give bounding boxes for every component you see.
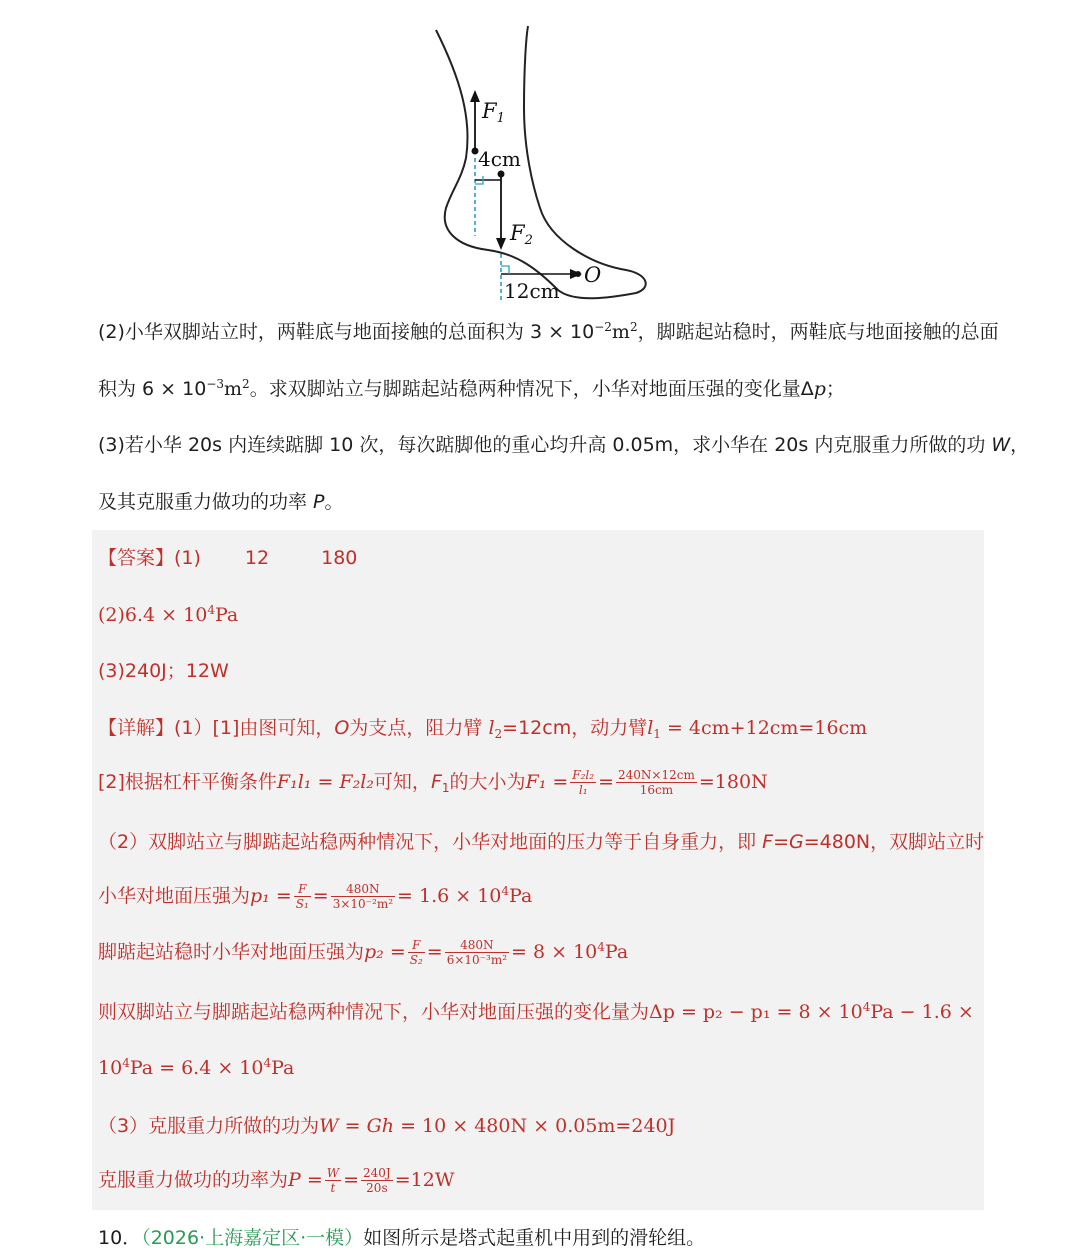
foot-lever-diagram xyxy=(400,8,680,308)
pivot-O xyxy=(575,271,581,277)
fraction-F-over-S2: $\frac{F}{\text{S₂}}$ xyxy=(409,938,423,967)
arrowhead-F1 xyxy=(470,90,480,102)
detail-line-3: （2）双脚站立与脚踮起站稳两种情况下，小华对地面的压力等于自身重力，即 F=G=480N，双脚站立时 xyxy=(98,831,985,853)
detail-line-9: 克服重力做功的功率为P = $\frac{W}{t}$ = $\frac{240J}{20s}$ =12W xyxy=(98,1166,455,1195)
answer-2: $(2)6.4 \times 10^4Pa$ xyxy=(98,603,239,626)
question-2-line-1: (2)小华双脚站立时，两鞋底与地面接触的总面积为 $3 \times 10^{-2}m^2$，脚踮起站稳时，两鞋底与地面接触的总面 xyxy=(98,320,999,343)
point-F2 xyxy=(498,171,505,178)
arrowhead-F2 xyxy=(496,238,506,250)
detail-line-5: 脚踮起站稳时小华对地面压强为p₂ = $\frac{F}{\text{S₂}}$ = $\frac{480N}{\text{6×10⁻³m²}}$ = $8 \times 10^4Pa$ xyxy=(98,938,629,967)
answer-3: (3)240J；12W xyxy=(98,660,229,682)
foot-diagram-svg xyxy=(400,8,680,308)
question-10-number: 10． xyxy=(98,1227,142,1249)
question-10-source: （2026·上海嘉定区·一模） xyxy=(141,1227,364,1249)
answer-box xyxy=(92,530,984,1210)
detail-line-1: 【详解】(1）[1]由图可知，O为支点，阻力臂 $l_2=12cm$，动力臂$l_1 = 4cm+12cm=16cm$ xyxy=(98,717,868,741)
question-3-line-2: 及其克服重力做功的功率 P。 xyxy=(98,491,344,513)
question-2-line-2: 积为 $6 \times 10^{-3}m^2$。求双脚站立与脚踮起站稳两种情况下，小华对地面压强的变化量Δp； xyxy=(98,377,845,400)
detail-line-6: 则双脚站立与脚踮起站稳两种情况下，小华对地面压强的变化量为$\Delta p = p_2 - p_1 = 8 \times 10^4Pa - 1.6$ × xyxy=(98,1000,974,1023)
fraction-480N-over-area2: $\frac{480N}{\text{6×10⁻³m²}}$ xyxy=(446,938,508,967)
detail-line-7: $10^4Pa = 6.4 \times 10^4Pa$ xyxy=(98,1056,295,1079)
question-10-text: 如图所示是塔式起重机中用到的滑轮组。 xyxy=(363,1227,706,1249)
question-10 xyxy=(98,1224,984,1252)
label-4cm: 4cm xyxy=(478,147,521,171)
label-12cm: 12cm xyxy=(504,279,560,303)
fraction-F2l2-over-l1: $\frac{\text{F₂l₂}}{\text{l₁}}$ xyxy=(572,768,595,797)
fraction-480N-over-area1: $\frac{480N}{\text{3×10⁻²m²}}$ xyxy=(332,882,394,911)
fraction-240J-over-20s: $\frac{240J}{20s}$ xyxy=(363,1166,391,1195)
fraction-F-over-S1: $\frac{F}{\text{S₁}}$ xyxy=(295,882,309,911)
question-3-line-1: (3)若小华 20s 内连续踮脚 10 次，每次踮脚他的重心均升高 0.05m，求小华在 20s 内克服重力所做的功 W， xyxy=(98,434,1030,456)
label-F2: F2 xyxy=(510,221,533,248)
detail-line-2: [2]根据杠杆平衡条件F₁l₁ = F₂l₂可知，$F_1$的大小为F₁ = $\frac{\text{F₂l₂}}{\text{l₁}}$ = $\frac{240N\times 12cm}{16cm}$ =180N xyxy=(98,768,768,797)
label-F1: F1 xyxy=(482,99,505,126)
leg-back-outline xyxy=(436,26,646,298)
answer-1: 【答案】(1) 12 180 xyxy=(98,547,358,569)
detail-line-8: （3）克服重力所做的功为W = Gh = 10 × 480N × 0.05m=240J xyxy=(98,1115,676,1137)
right-angle-mark-2 xyxy=(501,266,509,274)
fraction-W-over-t: $\frac{W}{t}$ xyxy=(326,1166,340,1195)
detail-line-4: 小华对地面压强为p₁ = $\frac{F}{\text{S₁}}$ = $\frac{480N}{\text{3×10⁻²m²}}$ = $1.6 \times 10^4Pa$ xyxy=(98,882,533,911)
label-O: O xyxy=(584,263,602,287)
fraction-240N12cm-over-16cm: $\frac{240N\times 12cm}{16cm}$ xyxy=(618,768,695,797)
